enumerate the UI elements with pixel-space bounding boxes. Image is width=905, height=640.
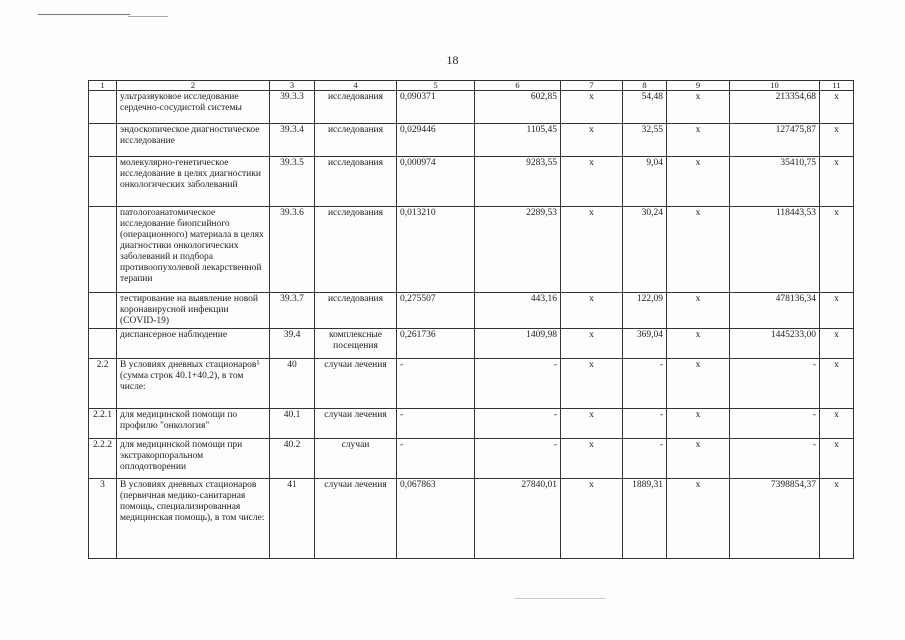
row-unit: случаи — [315, 439, 397, 479]
row-number: 2.2 — [89, 359, 117, 409]
row-description: В условиях дневных стационаров (первичная медико-санитарная помощь, специализированная медицинская помощь), в том числе: — [117, 479, 270, 559]
table-row — [89, 293, 854, 329]
row-col11: х — [820, 329, 854, 359]
row-col11: х — [820, 124, 854, 157]
table-row — [89, 207, 854, 293]
row-description: В условиях дневных стационаров⁵ (сумма строк 40.1+40.2), в том числе: — [117, 359, 270, 409]
col-header: 7 — [561, 81, 623, 91]
row-col8: 54,48 — [623, 91, 667, 124]
row-number — [89, 329, 117, 359]
row-col7: х — [561, 409, 623, 439]
table-row — [89, 409, 854, 439]
row-norm: - — [397, 359, 475, 409]
table-row — [89, 91, 854, 124]
row-cost: 1409,98 — [475, 329, 561, 359]
row-cost: 602,85 — [475, 91, 561, 124]
table-row — [89, 157, 854, 207]
row-col8: - — [623, 439, 667, 479]
row-col11: х — [820, 439, 854, 479]
tariff-table — [88, 80, 854, 559]
row-col7: х — [561, 359, 623, 409]
row-code: 40.1 — [270, 409, 315, 439]
row-description: для медицинской помощи при экстракорпоральном оплодотворении — [117, 439, 270, 479]
row-unit: исследования — [315, 91, 397, 124]
row-number — [89, 91, 117, 124]
row-number: 2.2.2 — [89, 439, 117, 479]
row-unit: случаи лечения — [315, 409, 397, 439]
row-col9: х — [667, 409, 730, 439]
row-col7: х — [561, 207, 623, 293]
row-description: молекулярно-генетическое исследование в целях диагностики онкологических заболеваний — [117, 157, 270, 207]
row-code: 39.4 — [270, 329, 315, 359]
row-code: 39.3.4 — [270, 124, 315, 157]
col-header: 6 — [475, 81, 561, 91]
page-number: 18 — [446, 53, 459, 67]
column-number-row — [89, 81, 854, 91]
row-total: 478136,34 — [730, 293, 820, 329]
row-cost: 443,16 — [475, 293, 561, 329]
scan-artifact-line — [38, 14, 130, 15]
row-col11: х — [820, 157, 854, 207]
row-col11: х — [820, 293, 854, 329]
row-code: 39.3.6 — [270, 207, 315, 293]
col-header: 4 — [315, 81, 397, 91]
row-total: - — [730, 409, 820, 439]
row-col7: х — [561, 479, 623, 559]
row-col9: х — [667, 359, 730, 409]
row-col11: х — [820, 91, 854, 124]
row-number — [89, 157, 117, 207]
table-row — [89, 359, 854, 409]
row-cost: 9283,55 — [475, 157, 561, 207]
row-col8: - — [623, 409, 667, 439]
row-total: 127475,87 — [730, 124, 820, 157]
row-col7: х — [561, 439, 623, 479]
row-total: 118443,53 — [730, 207, 820, 293]
row-number: 2.2.1 — [89, 409, 117, 439]
col-header: 5 — [397, 81, 475, 91]
row-unit: исследования — [315, 207, 397, 293]
row-total: 213354,68 — [730, 91, 820, 124]
row-col11: х — [820, 207, 854, 293]
row-norm: - — [397, 439, 475, 479]
row-col11: х — [820, 409, 854, 439]
row-col8: 32,55 — [623, 124, 667, 157]
row-description: патологоанатомическое исследование биопсийного (операционного) материала в целях диагностики онкологических заболеваний и подбора противоопухолевой лекарственной терапии — [117, 207, 270, 293]
table-row — [89, 124, 854, 157]
row-description: тестирование на выявление новой коронавирусной инфекции (COVID-19) — [117, 293, 270, 329]
row-cost: - — [475, 359, 561, 409]
col-header: 3 — [270, 81, 315, 91]
row-unit: исследования — [315, 124, 397, 157]
row-col7: х — [561, 293, 623, 329]
row-col9: х — [667, 124, 730, 157]
row-code: 39.3.5 — [270, 157, 315, 207]
row-col9: х — [667, 329, 730, 359]
scan-artifact-line — [515, 598, 605, 599]
row-number — [89, 124, 117, 157]
row-unit: исследования — [315, 157, 397, 207]
row-number: 3 — [89, 479, 117, 559]
row-col8: - — [623, 359, 667, 409]
row-col8: 122,09 — [623, 293, 667, 329]
row-unit: случаи лечения — [315, 479, 397, 559]
row-total: 1445233,00 — [730, 329, 820, 359]
row-code: 41 — [270, 479, 315, 559]
col-header: 10 — [730, 81, 820, 91]
row-total: 7398854,37 — [730, 479, 820, 559]
row-code: 39.3.7 — [270, 293, 315, 329]
row-norm: 0,013210 — [397, 207, 475, 293]
row-norm: 0,275507 — [397, 293, 475, 329]
row-unit: комплексные посещения — [315, 329, 397, 359]
row-col7: х — [561, 91, 623, 124]
col-header: 8 — [623, 81, 667, 91]
row-col11: х — [820, 359, 854, 409]
row-norm: 0,090371 — [397, 91, 475, 124]
row-cost: - — [475, 439, 561, 479]
row-col9: х — [667, 157, 730, 207]
row-col9: х — [667, 479, 730, 559]
row-cost: 2289,53 — [475, 207, 561, 293]
row-norm: 0,261736 — [397, 329, 475, 359]
row-norm: 0,067863 — [397, 479, 475, 559]
col-header: 11 — [820, 81, 854, 91]
row-total: - — [730, 359, 820, 409]
col-header: 9 — [667, 81, 730, 91]
row-col7: х — [561, 124, 623, 157]
row-description: диспансерное наблюдение — [117, 329, 270, 359]
col-header: 2 — [117, 81, 270, 91]
row-cost: 1105,45 — [475, 124, 561, 157]
table-row — [89, 439, 854, 479]
row-code: 40.2 — [270, 439, 315, 479]
row-col8: 9,04 — [623, 157, 667, 207]
scan-artifact-line — [128, 16, 168, 17]
row-norm: 0,029446 — [397, 124, 475, 157]
table-row — [89, 479, 854, 559]
row-total: 35410,75 — [730, 157, 820, 207]
row-total: - — [730, 439, 820, 479]
row-cost: 27840,01 — [475, 479, 561, 559]
row-description: эндоскопическое диагностическое исследование — [117, 124, 270, 157]
col-header: 1 — [89, 81, 117, 91]
row-col8: 30,24 — [623, 207, 667, 293]
table-row — [89, 329, 854, 359]
row-norm: - — [397, 409, 475, 439]
row-col7: х — [561, 157, 623, 207]
row-col8: 369,04 — [623, 329, 667, 359]
row-unit: исследования — [315, 293, 397, 329]
row-code: 39.3.3 — [270, 91, 315, 124]
row-col9: х — [667, 293, 730, 329]
row-code: 40 — [270, 359, 315, 409]
row-norm: 0,000974 — [397, 157, 475, 207]
row-col9: х — [667, 439, 730, 479]
row-col11: х — [820, 479, 854, 559]
row-unit: случаи лечения — [315, 359, 397, 409]
row-col9: х — [667, 91, 730, 124]
row-col8: 1889,31 — [623, 479, 667, 559]
row-cost: - — [475, 409, 561, 439]
row-number — [89, 207, 117, 293]
row-description: для медицинской помощи по профилю "онкология" — [117, 409, 270, 439]
row-description: ультразвуковое исследование сердечно-сосудистой системы — [117, 91, 270, 124]
row-col7: х — [561, 329, 623, 359]
row-number — [89, 293, 117, 329]
row-col9: х — [667, 207, 730, 293]
